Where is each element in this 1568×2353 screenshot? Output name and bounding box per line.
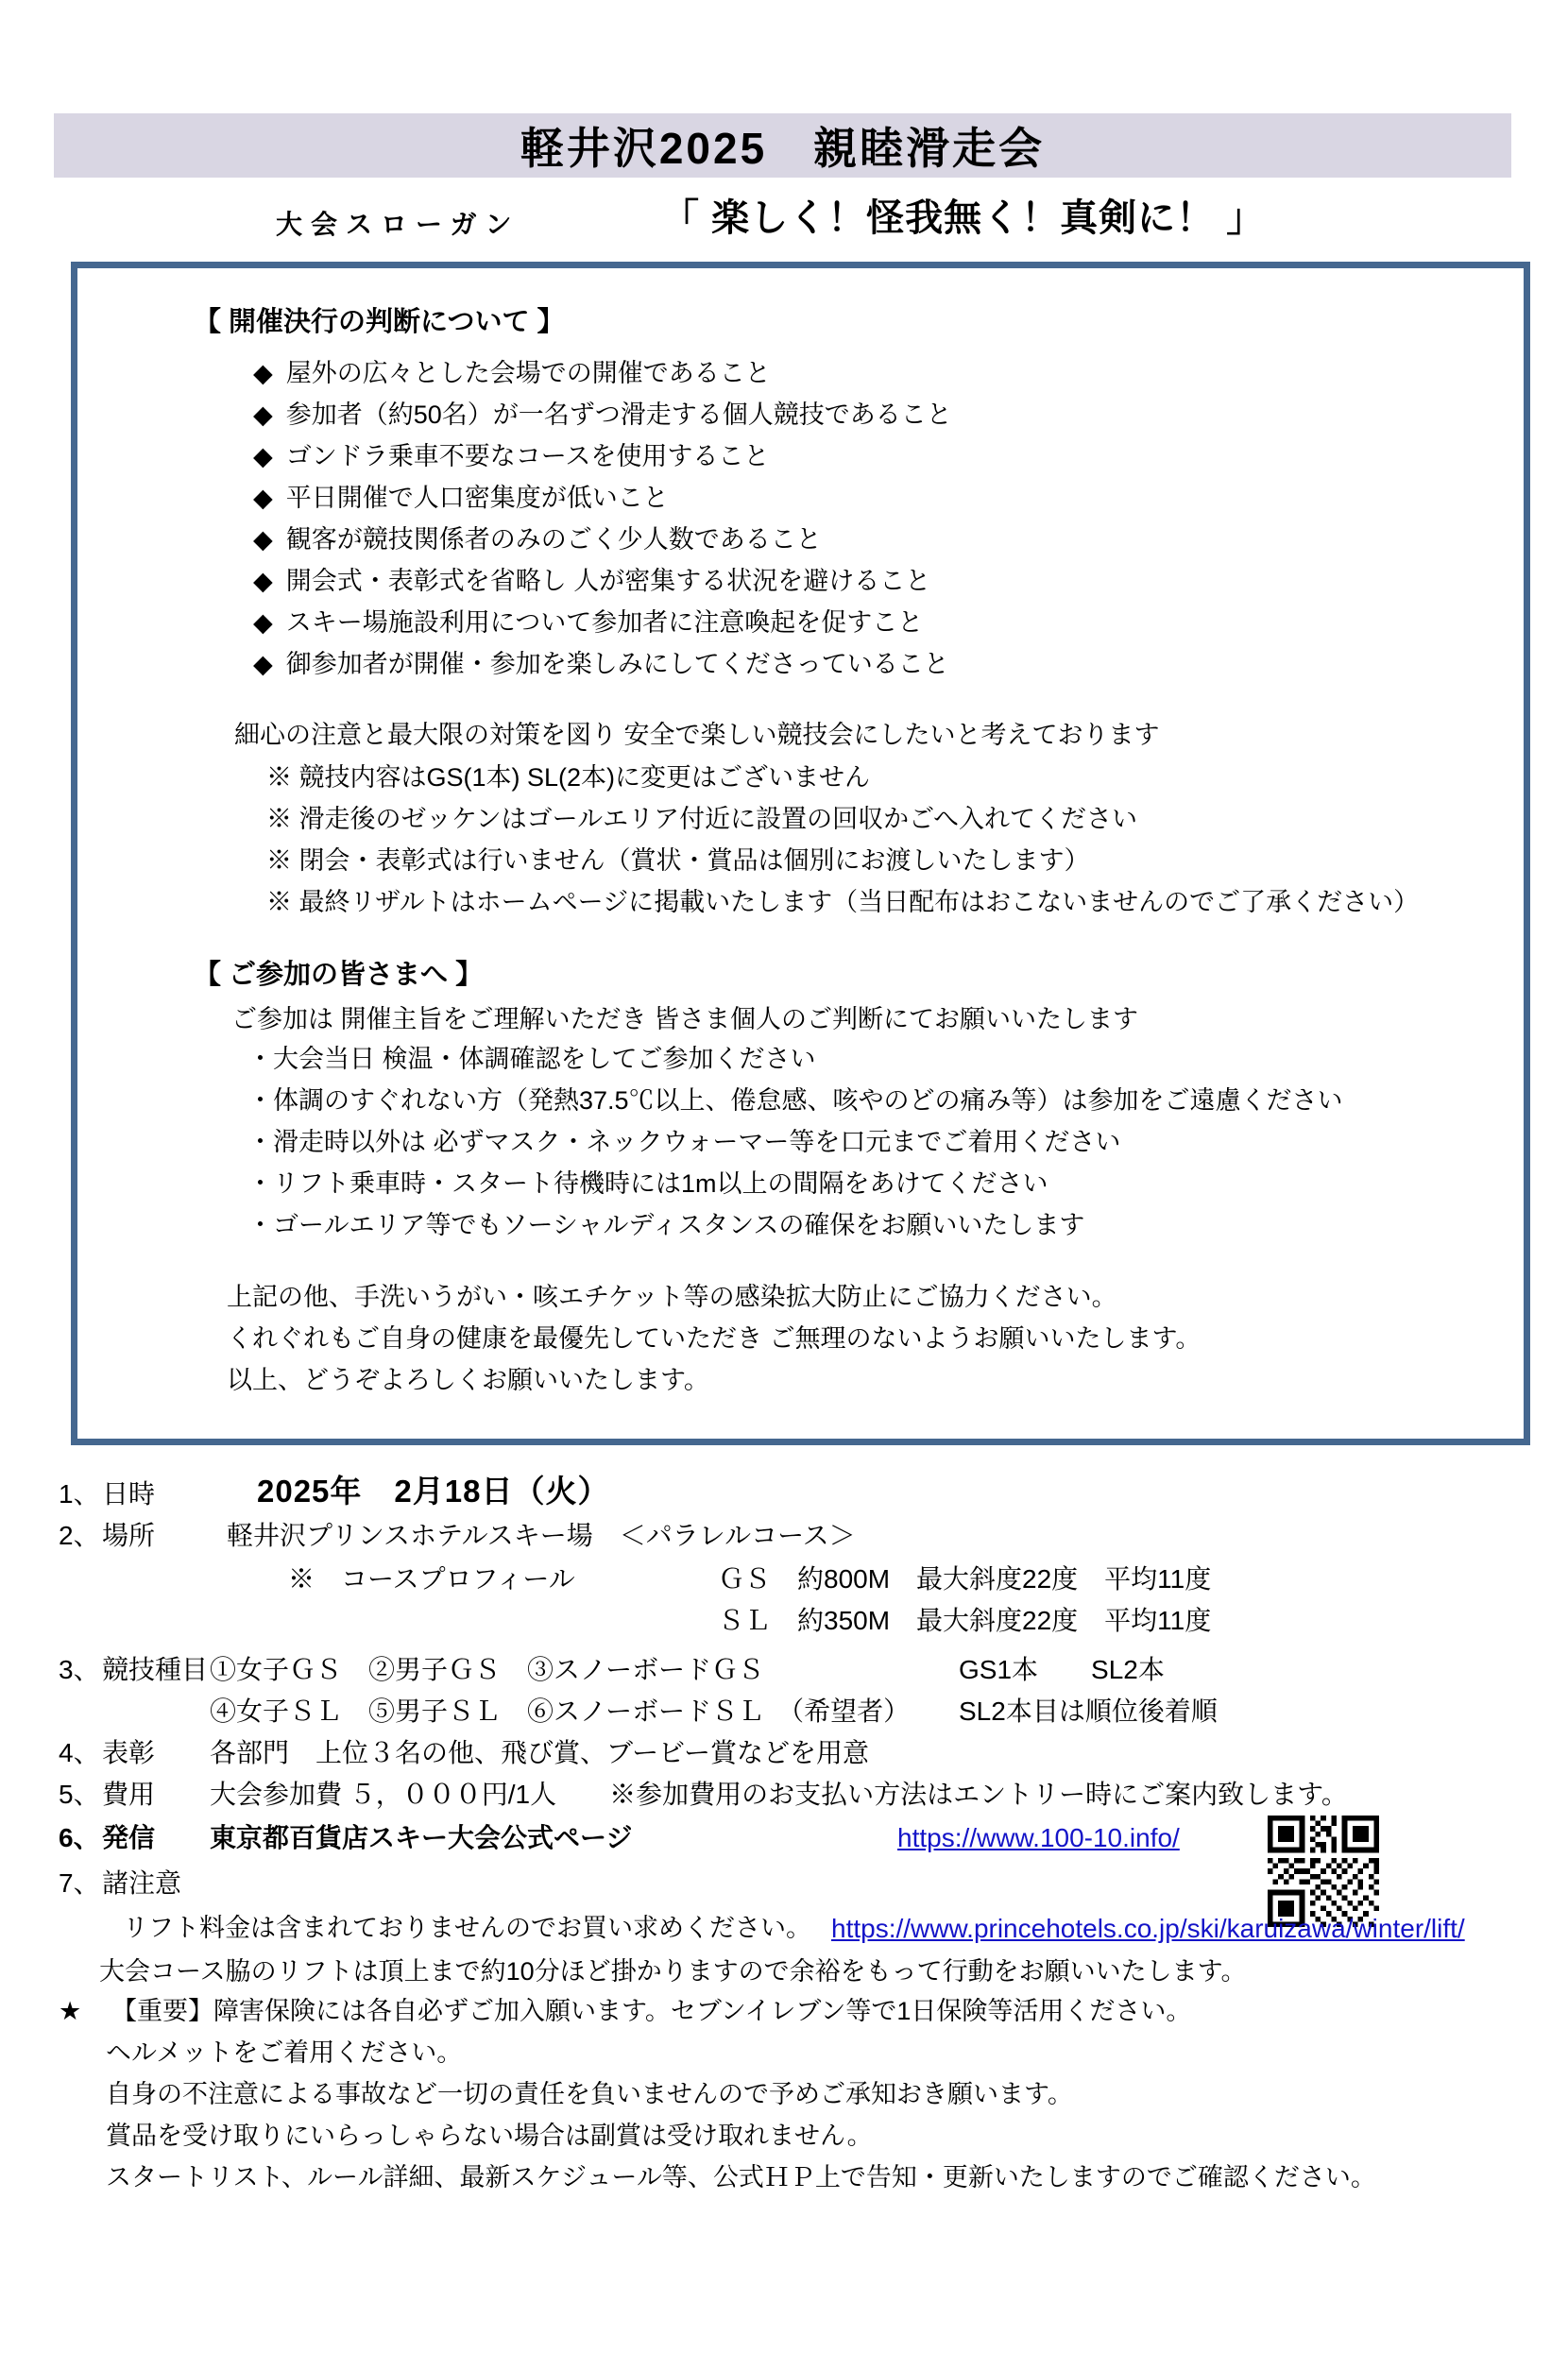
official-page-title: 東京都百貨店スキー大会公式ページ — [210, 1823, 633, 1852]
detail-label: 場所 — [102, 1521, 156, 1550]
participant-rule: ・ゴールエリア等でもソーシャルディスタンスの確保をお願いいたします — [247, 1211, 1085, 1239]
assurance-text: 細心の注意と最大限の対策を図り 安全で楽しい競技会にしたいと考えております — [234, 721, 1160, 749]
closing-line: くれぐれもご自身の健康を最優先していただき ご無理のないようお願いいたします。 — [227, 1324, 1202, 1353]
slogan-label: 大会スローガン — [276, 210, 520, 239]
qr-code — [1268, 1816, 1379, 1927]
star-icon: ★ — [59, 1997, 82, 2025]
note-prizes: 賞品を受け取りにいらっしゃらない場合は副賞は受け取れません。 — [106, 2122, 873, 2150]
detail-label: 競技種目 — [102, 1655, 209, 1684]
detail-no: 1、 — [59, 1479, 100, 1509]
participants-heading: 【 ご参加の皆さまへ 】 — [194, 960, 484, 990]
detail-label: 表彰 — [102, 1738, 156, 1767]
criterion-item — [253, 484, 669, 513]
criterion-item — [253, 442, 769, 471]
criterion-text: 開会式・表彰式を省略し 人が密集する状況を避けること — [285, 567, 931, 595]
participant-rule: ・滑走時以外は 必ずマスク・ネックウォーマー等を口元までご着用ください — [247, 1128, 1121, 1156]
page-title: 軽井沢2025 親睦滑走会 — [520, 124, 1046, 173]
official-page-link[interactable]: https://www.100-10.info/ — [897, 1823, 1180, 1852]
slogan-text: 「 楽しく！怪我無く！真剣に！ 」 — [661, 197, 1266, 239]
note-lift-fee: リフト料金は含まれておりませんのでお買い求めください。 — [123, 1914, 811, 1942]
detail-no: 5、 — [59, 1780, 100, 1809]
criterion-item — [253, 650, 949, 679]
events-line2-runs: SL2本目は順位後着順 — [959, 1697, 1218, 1726]
box-note: ※ 閉会・表彰式は行いません（賞状・賞品は個別にお渡しいたします） — [266, 846, 1090, 875]
event-date: 2025年 2月18日（火） — [257, 1474, 610, 1509]
box-note: ※ 最終リザルトはホームページに掲載いたします（当日配布はおこないませんのでご了承ください） — [266, 888, 1420, 916]
venue-value: 軽井沢プリンスホテルスキー場 ＜パラレルコース＞ — [227, 1521, 856, 1550]
closing-line: 以上、どうぞよろしくお願いいたします。 — [227, 1366, 709, 1394]
criterion-item — [253, 359, 771, 388]
box-note: ※ 競技内容はGS(1本) SL(2本)に変更はございません — [266, 763, 871, 792]
diamond-bullet-icon: ◆ — [253, 359, 273, 387]
decision-heading: 【 開催決行の判断について 】 — [194, 307, 565, 337]
participant-rule: ・体調のすぐれない方（発熱37.5℃以上、倦怠感、咳やのどの痛み等）は参加をご遠慮ください — [247, 1086, 1343, 1115]
note-helmet: ヘルメットをご着用ください。 — [106, 2038, 463, 2067]
note-liability: 自身の不注意による事故など一切の責任を負いませんので予めご承知おき願います。 — [106, 2080, 1073, 2108]
participants-intro: ご参加は 開催主旨をご理解いただき 皆さま個人のご判断にてお願いいたします — [231, 1005, 1139, 1033]
criterion-text: スキー場施設利用について参加者に注意喚起を促すこと — [285, 608, 924, 637]
closing-line: 上記の他、手洗いうがい・咳エチケット等の感染拡大防止にご協力ください。 — [227, 1283, 1117, 1311]
criterion-item — [253, 525, 822, 554]
detail-label: 発信 — [102, 1823, 156, 1852]
detail-no: 3、 — [59, 1655, 100, 1684]
course-gs: ＧＳ 約800M 最大斜度22度 平均11度 — [718, 1564, 1212, 1594]
criterion-text: 屋外の広々とした会場での開催であること — [285, 359, 771, 387]
criterion-item — [253, 567, 930, 596]
diamond-bullet-icon: ◆ — [253, 401, 273, 429]
criterion-text: 平日開催で人口密集度が低いこと — [285, 484, 669, 512]
events-line2: ④女子ＳＬ ⑤男子ＳＬ ⑥スノーボードＳＬ （希望者） — [210, 1697, 911, 1726]
events-line1-runs: GS1本 SL2本 — [959, 1655, 1165, 1684]
diamond-bullet-icon: ◆ — [253, 525, 273, 554]
participant-rule: ・リフト乗車時・スタート待機時には1m以上の間隔をあけてください — [247, 1169, 1048, 1198]
diamond-bullet-icon: ◆ — [253, 484, 273, 512]
detail-no: 7、 — [59, 1868, 100, 1898]
detail-label: 日時 — [102, 1479, 156, 1509]
box-note: ※ 滑走後のゼッケンはゴールエリア付近に設置の回収かごへ入れてください — [266, 805, 1137, 833]
events-line1: ①女子ＧＳ ②男子ＧＳ ③スノーボードＧＳ — [210, 1655, 765, 1684]
title-banner — [54, 113, 1511, 178]
course-sl: ＳＬ 約350M 最大斜度22度 平均11度 — [718, 1606, 1212, 1635]
criterion-text: 参加者（約50名）が一名ずつ滑走する個人競技であること — [285, 401, 952, 429]
diamond-bullet-icon: ◆ — [253, 567, 273, 595]
detail-no: 6、 — [59, 1823, 100, 1852]
detail-label: 費用 — [102, 1780, 156, 1809]
criterion-item — [253, 401, 952, 430]
note-insurance: 【重要】障害保険には各自必ずご加入願います。セブンイレブン等で1日保険等活用ください。 — [111, 1997, 1192, 2025]
criterion-text: ゴンドラ乗車不要なコースを使用すること — [285, 442, 770, 470]
detail-label: 諸注意 — [102, 1868, 182, 1898]
diamond-bullet-icon: ◆ — [253, 442, 273, 470]
awards-value: 各部門 上位３名の他、飛び賞、ブービー賞などを用意 — [210, 1738, 870, 1767]
fee-value: 大会参加費 ５，０００円/1人 ※参加費用のお支払い方法はエントリー時にご案内致します。 — [210, 1780, 1348, 1809]
participant-rule: ・大会当日 検温・体調確認をしてご参加ください — [247, 1045, 816, 1073]
course-profile-label: ※ コースプロフィール — [288, 1564, 575, 1594]
detail-no: 4、 — [59, 1738, 100, 1767]
diamond-bullet-icon: ◆ — [253, 608, 273, 637]
criterion-item — [253, 608, 923, 638]
note-lift-time: 大会コース脇のリフトは頂上まで約10分ほど掛かりますので余裕をもって行動をお願いいたします。 — [99, 1957, 1247, 1986]
diamond-bullet-icon: ◆ — [253, 650, 273, 678]
criterion-text: 観客が競技関係者のみのごく少人数であること — [285, 525, 822, 554]
detail-no: 2、 — [59, 1521, 100, 1550]
lift-ticket-link[interactable]: https://www.princehotels.co.jp/ski/karuizawa/winter/lift/ — [831, 1914, 1465, 1943]
criterion-text: 御参加者が開催・参加を楽しみにしてくださっていること — [285, 650, 949, 678]
note-updates: スタートリスト、ルール詳細、最新スケジュール等、公式ＨＰ上で告知・更新いたしますのでご確認ください。 — [106, 2163, 1376, 2191]
